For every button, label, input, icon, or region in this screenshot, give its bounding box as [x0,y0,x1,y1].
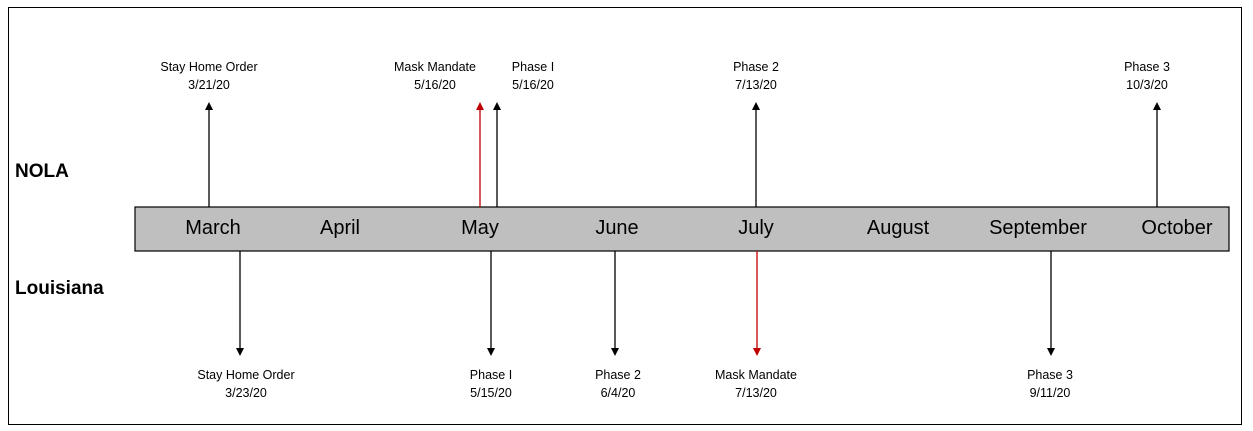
louisiana-row-label: Louisiana [15,278,104,299]
event-marker [733,60,779,207]
event-marker [470,251,512,400]
event-label: Phase I [511,60,555,74]
event-label: Phase 3 [1027,368,1073,382]
month-label: April [319,217,361,239]
louisiana-events [197,251,1073,400]
month-label: August [866,217,930,239]
event-date: 5/16/20 [512,78,554,92]
event-date: 5/15/20 [470,386,512,400]
month-label: June [595,217,639,239]
event-date: 10/3/20 [1126,78,1168,92]
event-marker [595,251,641,400]
event-marker [394,60,480,207]
event-marker [1027,251,1073,400]
nola-row-label: NOLA [15,161,69,182]
event-date: 5/16/20 [414,78,456,92]
event-label: Phase 2 [595,368,641,382]
event-date: 6/4/20 [600,386,636,400]
event-date: 9/11/20 [1029,386,1071,400]
event-marker [1124,60,1170,207]
month-label: July [738,217,774,239]
event-marker [715,251,797,400]
event-marker [197,251,294,400]
event-label: Stay Home Order [160,60,258,74]
event-marker [160,60,257,207]
event-date: 3/21/20 [188,78,230,92]
month-label: May [461,217,499,239]
event-label: Phase 3 [1124,60,1170,74]
event-label: Mask Mandate [715,368,797,382]
month-label: March [185,217,241,239]
event-marker [497,60,554,207]
event-date: 7/13/20 [735,386,777,400]
month-label: September [989,217,1087,239]
event-label: Stay Home Order [197,368,295,382]
nola-events [160,60,1170,207]
event-date: 7/13/20 [735,78,777,92]
month-label: October [1141,217,1213,239]
event-date: 3/23/20 [225,386,267,400]
event-label: Mask Mandate [394,60,476,74]
event-label: Phase 2 [733,60,779,74]
event-label: Phase I [469,368,513,382]
